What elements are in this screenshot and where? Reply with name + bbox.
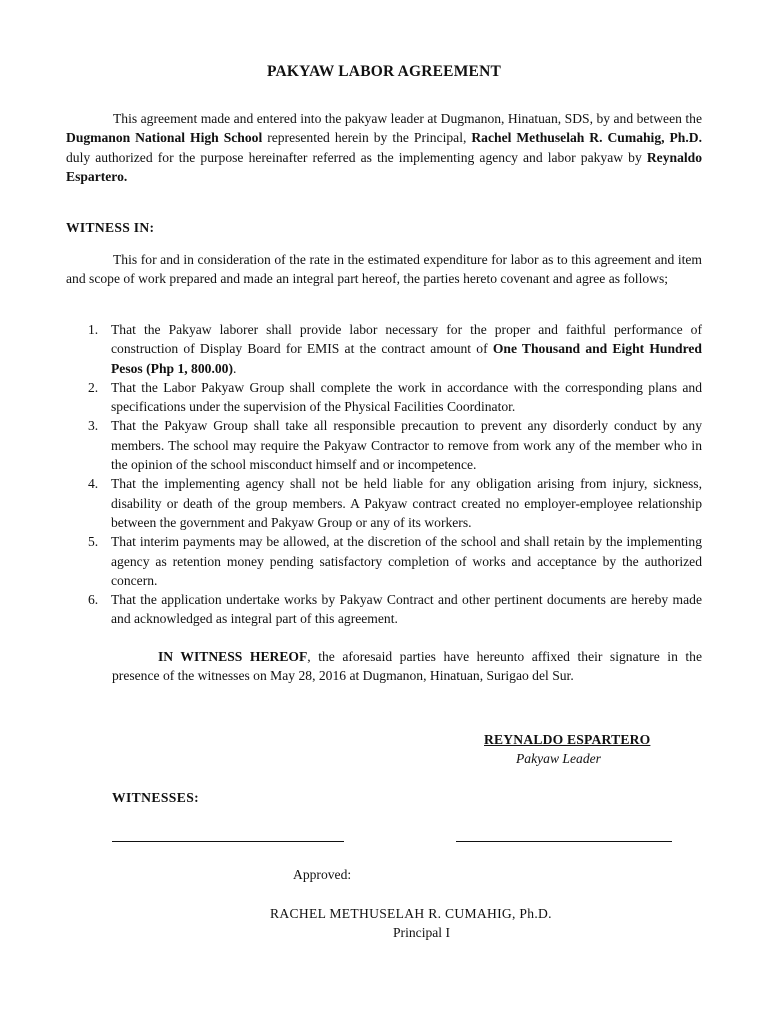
intro-text: represented herein by the Principal, xyxy=(262,130,472,146)
term-text: That the implementing agency shall not be held liable for any obligation arising from injury, sickness, disability or death of the group members. A Pakyaw contract created no employer-employee relationship between the government and Pakyaw Group or any of its workers. xyxy=(111,476,702,530)
school-name: Dugmanon National High School xyxy=(66,130,263,146)
term-text: That the application undertake works by Pakyaw Contract and other pertinent documents are hereby made and acknowledged as integral part of this agreement. xyxy=(111,592,702,627)
contract-amount: One Thousand and Eight Hundred Pesos (Php 1, 800.00) xyxy=(111,341,702,376)
term-item xyxy=(66,532,702,590)
signatory-name: REYNALDO ESPARTERO xyxy=(484,732,651,747)
signatory-title: Pakyaw Leader xyxy=(516,751,601,766)
document-title: PAKYAW LABOR AGREEMENT xyxy=(266,63,502,80)
term-item xyxy=(66,416,702,474)
term-text: That interim payments may be allowed, at the discretion of the school and shall retain by the implementing agency as retention money pending satisfactory completion of works and acceptance by the authorized concern. xyxy=(111,534,702,588)
approver-title: Principal I xyxy=(393,925,451,940)
terms-list xyxy=(66,320,702,629)
term-number: 3. xyxy=(88,418,99,434)
term-item xyxy=(66,320,702,378)
term-number: 1. xyxy=(88,322,99,337)
principal-name: Rachel Methuselah R. Cumahig, Ph.D. xyxy=(471,130,702,146)
witness-signature-line-1 xyxy=(112,841,344,842)
in-witness-paragraph xyxy=(112,647,702,686)
term-number: 4. xyxy=(88,476,99,492)
term-text: That the Labor Pakyaw Group shall complete the work in accordance with the corresponding plans and specifications under the supervision of the Physical Facilities Coordinator. xyxy=(111,379,702,415)
consideration-paragraph: This for and in consideration of the rate in the estimated expenditure for labor as to this agreement and item and scope of work prepared and made an integral part hereof, the parties hereto covenant and agree as follows; xyxy=(66,252,702,287)
term-number: 2. xyxy=(88,379,99,395)
term-item xyxy=(66,474,702,532)
approved-label: Approved: xyxy=(293,867,352,882)
term-number: 5. xyxy=(88,534,99,550)
approver-name: RACHEL METHUSELAH R. CUMAHIG, Ph.D. xyxy=(270,906,552,921)
in-witness-text: , the aforesaid parties have hereunto affixed their signature in the presence of the witnesses on May 28, 2016 at Dugmanon, Hinatuan, Surigao del Sur. xyxy=(112,649,702,684)
witnesses-heading: WITNESSES: xyxy=(112,790,200,805)
witness-in-heading: WITNESS IN: xyxy=(66,220,155,235)
term-item xyxy=(66,378,702,417)
in-witness-hereof: IN WITNESS HEREOF xyxy=(158,649,308,664)
term-item xyxy=(66,590,702,629)
term-text: That the Pakyaw laborer shall provide labor necessary for the proper and faithful performance of construction of Display Board for EMIS at the contract amount of xyxy=(111,322,702,357)
intro-text: duly authorized for the purpose hereinafter referred as the implementing agency and labor pakyaw by xyxy=(66,149,647,165)
term-number: 6. xyxy=(88,592,99,608)
leader-name-inline: Reynaldo Espartero. xyxy=(66,149,702,184)
term-text-end: . xyxy=(232,360,237,376)
intro-text: This agreement made and entered into the pakyaw leader at Dugmanon, Hinatuan, SDS, by and between the xyxy=(113,111,702,126)
witness-signature-line-2 xyxy=(456,841,672,842)
intro-paragraph xyxy=(66,109,702,186)
term-text: That the Pakyaw Group shall take all responsible precaution to prevent any disorderly conduct by any members. The school may require the Pakyaw Contractor to remove from work any of the member who in the opinion of the school misconduct himself and or incompetence. xyxy=(111,418,702,473)
